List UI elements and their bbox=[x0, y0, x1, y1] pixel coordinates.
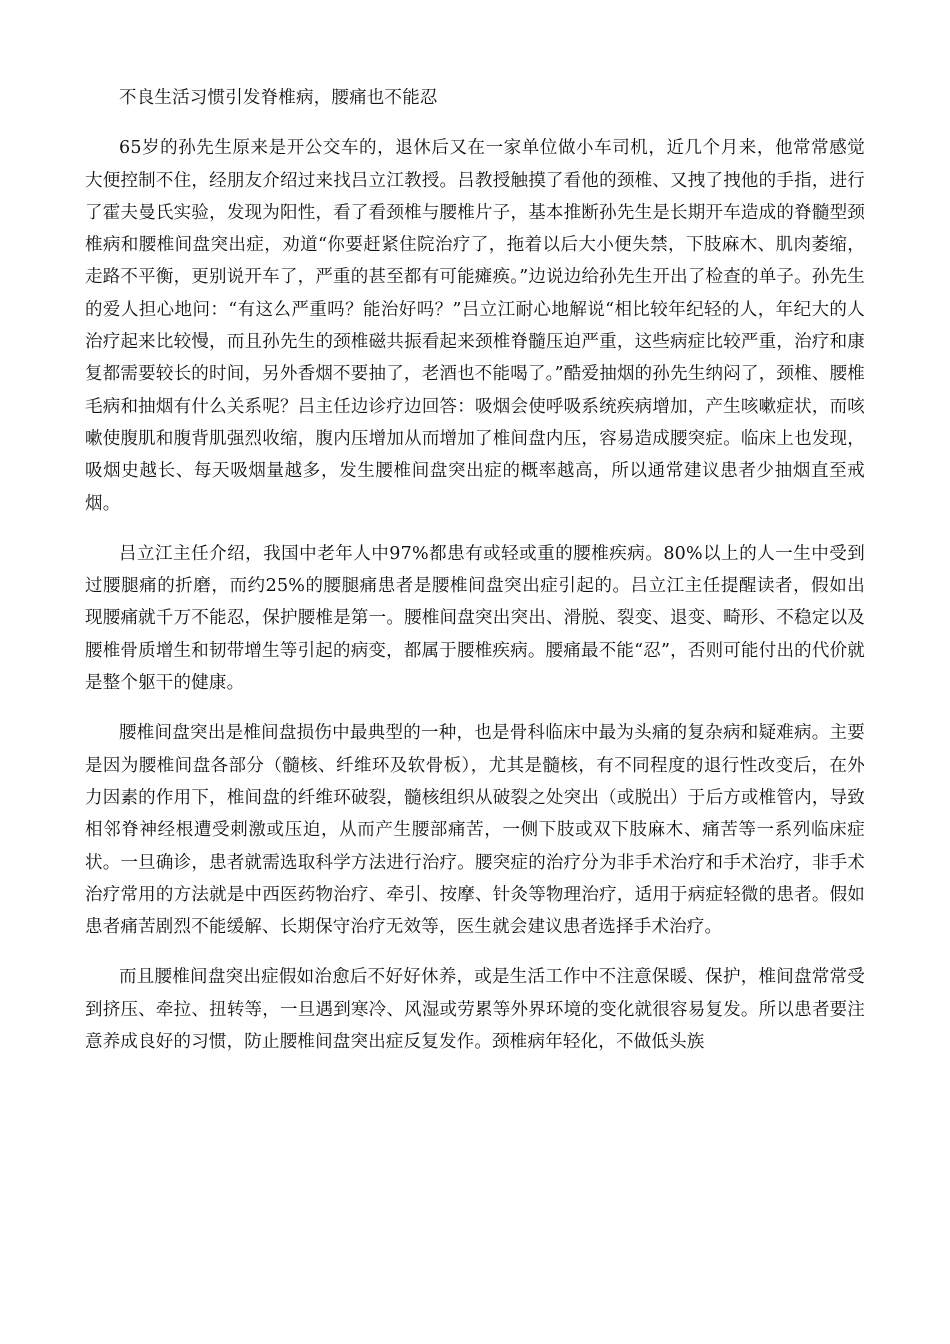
paragraph-4: 而且腰椎间盘突出症假如治愈后不好好休养，或是生活工作中不注意保暖、保护，椎间盘常常受到挤压、牵拉、扭转等，一旦遇到寒冷、风湿或劳累等外界环境的变化就很容易复发。所以患者要注意养成良好的习惯，防止腰椎间盘突出症反复发作。颈椎病年轻化，不做低头族 bbox=[85, 967, 865, 1053]
paragraph-3: 腰椎间盘突出是椎间盘损伤中最典型的一种，也是骨科临床中最为头痛的复杂病和疑难病。主要是因为腰椎间盘各部分（髓核、纤维环及软骨板），尤其是髓核，有不同程度的退行性改变后，在外力因素的作用下，椎间盘的纤维环破裂，髓核组织从破裂之处突出（或脱出）于后方或椎管内，导致相邻脊神经根遭受刺激或压迫，从而产生腰部痛苦，一侧下肢或双下肢麻木、痛苦等一系列临床症状。一旦确诊，患者就需选取科学方法进行治疗。腰突症的治疗分为非手术治疗和手术治疗，非手术治疗常用的方法就是中西医药物治疗、牵引、按摩、针灸等物理治疗，适用于病症轻微的患者。假如患者痛苦剧烈不能缓解、长期保守治疗无效等，医生就会建议患者选择手术治疗。 bbox=[85, 723, 865, 938]
article-body bbox=[85, 82, 865, 1058]
paragraph-2: 吕立江主任介绍，我国中老年人中97%都患有或轻或重的腰椎疾病。80%以上的人一生中受到过腰腿痛的折磨，而约25%的腰腿痛患者是腰椎间盘突出症引起的。吕立江主任提醒读者，假如出现腰痛就千万不能忍，保护腰椎是第一。腰椎间盘突出突出、滑脱、裂变、退变、畸形、不稳定以及腰椎骨质增生和韧带增生等引起的病变，都属于腰椎疾病。腰痛最不能“忍”，否则可能付出的代价就是整个躯干的健康。 bbox=[85, 543, 865, 694]
article-title: 不良生活习惯引发脊椎病，腰痛也不能忍 bbox=[119, 88, 438, 108]
paragraph-1: 65岁的孙先生原来是开公交车的，退休后又在一家单位做小车司机，近几个月来，他常常感觉大便控制不住，经朋友介绍过来找吕立江教授。吕教授触摸了看他的颈椎、又拽了拽他的手指，进行了霍夫曼氏实验，发现为阳性，看了看颈椎与腰椎片子，基本推断孙先生是长期开车造成的脊髓型颈椎病和腰椎间盘突出症，劝道“你要赶紧住院治疗了，拖着以后大小便失禁，下肢麻木、肌肉萎缩，走路不平衡，更别说开车了，严重的甚至都有可能瘫痪。”边说边给孙先生开出了检查的单子。孙先生的爱人担心地问：“有这么严重吗？能治好吗？”吕立江耐心地解说“相比较年纪轻的人，年纪大的人治疗起来比较慢，而且孙先生的颈椎磁共振看起来颈椎脊髓压迫严重，这些病症比较严重，治疗和康复都需要较长的时间，另外香烟不要抽了，老酒也不能喝了。”酷爱抽烟的孙先生纳闷了，颈椎、腰椎毛病和抽烟有什么关系呢？吕主任边诊疗边回答：吸烟会使呼吸系统疾病增加，产生咳嗽症状，而咳嗽使腹肌和腹背肌强烈收缩，腹内压增加从而增加了椎间盘内压，容易造成腰突症。临床上也发现，吸烟史越长、每天吸烟量越多，发生腰椎间盘突出症的概率越高，所以通常建议患者少抽烟直至戒烟。 bbox=[85, 138, 865, 514]
